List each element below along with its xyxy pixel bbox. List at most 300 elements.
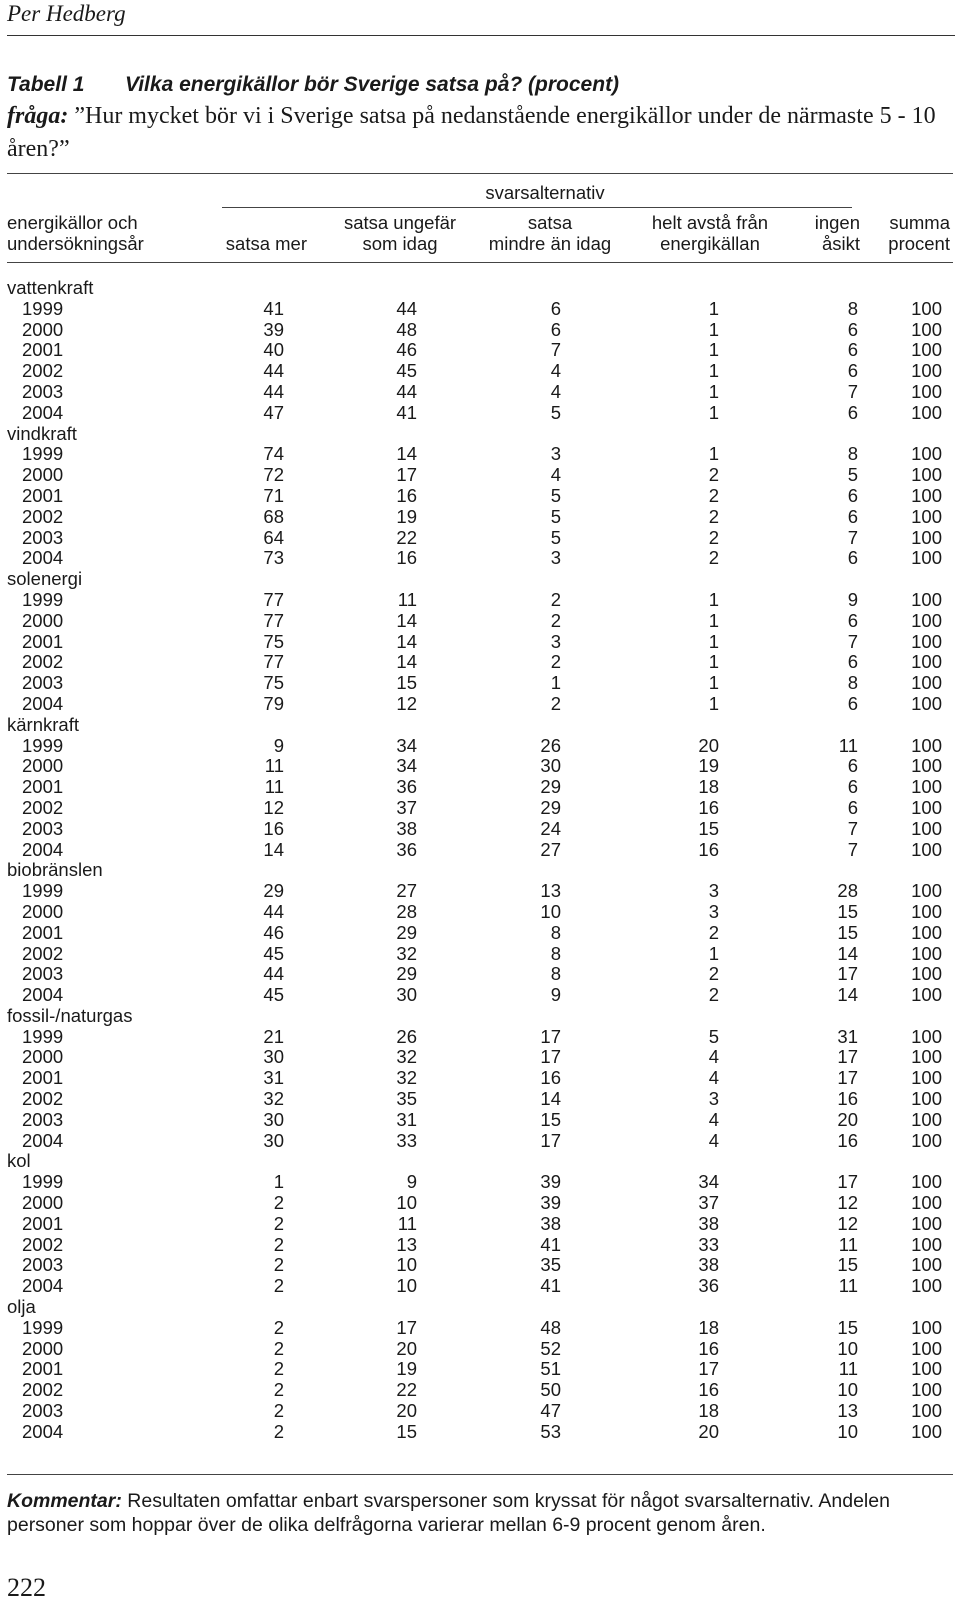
value-cell: 37 bbox=[396, 796, 417, 818]
value-cell: 35 bbox=[396, 1088, 417, 1110]
value-cell: 14 bbox=[263, 838, 284, 860]
value-cell: 51 bbox=[540, 1358, 561, 1380]
value-cell: 3 bbox=[708, 900, 719, 922]
value-cell: 50 bbox=[540, 1379, 561, 1401]
value-cell: 44 bbox=[396, 297, 417, 319]
value-cell: 2 bbox=[708, 484, 719, 506]
table-row bbox=[7, 1131, 957, 1152]
table-row bbox=[7, 923, 957, 944]
value-cell: 100 bbox=[911, 963, 942, 985]
value-cell: 8 bbox=[847, 443, 858, 465]
year-cell: 2000 bbox=[22, 464, 64, 486]
value-cell: 1 bbox=[708, 380, 719, 402]
value-cell: 100 bbox=[911, 1046, 942, 1068]
value-cell: 14 bbox=[396, 609, 417, 631]
value-cell: 100 bbox=[911, 817, 942, 839]
value-cell: 2 bbox=[550, 651, 561, 673]
table-row bbox=[7, 1359, 957, 1380]
value-cell: 48 bbox=[540, 1316, 561, 1338]
value-cell: 100 bbox=[911, 1129, 942, 1151]
value-cell: 100 bbox=[911, 380, 942, 402]
value-cell: 5 bbox=[550, 484, 561, 506]
energy-source-label: kol bbox=[7, 1150, 31, 1172]
table-row bbox=[7, 1255, 957, 1276]
column-header-satsa-mer bbox=[197, 212, 307, 254]
value-cell: 31 bbox=[837, 1025, 858, 1047]
value-cell: 47 bbox=[263, 401, 284, 423]
table-group-row bbox=[7, 424, 957, 445]
value-cell: 3 bbox=[708, 880, 719, 902]
value-cell: 100 bbox=[911, 505, 942, 527]
value-cell: 15 bbox=[837, 921, 858, 943]
value-cell: 32 bbox=[263, 1088, 284, 1110]
value-cell: 100 bbox=[911, 443, 942, 465]
energy-source-label: biobränslen bbox=[7, 859, 103, 881]
value-cell: 17 bbox=[837, 1046, 858, 1068]
value-cell: 73 bbox=[263, 547, 284, 569]
table-row bbox=[7, 611, 957, 632]
value-cell: 2 bbox=[273, 1358, 284, 1380]
value-cell: 100 bbox=[911, 1025, 942, 1047]
column-header-line2: energikällan bbox=[660, 233, 760, 254]
energy-source-label: solenergi bbox=[7, 568, 83, 590]
value-cell: 34 bbox=[698, 1171, 719, 1193]
year-cell: 2001 bbox=[22, 630, 64, 652]
table-row bbox=[7, 507, 957, 528]
value-cell: 100 bbox=[911, 755, 942, 777]
year-cell: 2002 bbox=[22, 505, 64, 527]
year-cell: 2003 bbox=[22, 526, 64, 548]
value-cell: 11 bbox=[838, 1358, 858, 1380]
year-cell: 2003 bbox=[22, 963, 64, 985]
table-top-rule bbox=[7, 173, 953, 174]
year-cell: 2000 bbox=[22, 900, 64, 922]
table-row bbox=[7, 1339, 957, 1360]
value-cell: 17 bbox=[698, 1358, 719, 1380]
value-cell: 39 bbox=[540, 1192, 561, 1214]
value-cell: 5 bbox=[550, 526, 561, 548]
year-cell: 2000 bbox=[22, 1192, 64, 1214]
value-cell: 19 bbox=[396, 1358, 417, 1380]
table-row bbox=[7, 299, 957, 320]
table-row bbox=[7, 1235, 957, 1256]
value-cell: 35 bbox=[540, 1254, 561, 1276]
value-cell: 74 bbox=[263, 443, 284, 465]
year-cell: 2004 bbox=[22, 838, 64, 860]
value-cell: 53 bbox=[540, 1420, 561, 1442]
value-cell: 36 bbox=[396, 838, 417, 860]
value-cell: 100 bbox=[911, 1088, 942, 1110]
survey-question bbox=[7, 100, 957, 166]
value-cell: 15 bbox=[698, 817, 719, 839]
year-cell: 2002 bbox=[22, 1088, 64, 1110]
value-cell: 1 bbox=[708, 588, 719, 610]
value-cell: 2 bbox=[273, 1254, 284, 1276]
table-row bbox=[7, 1380, 957, 1401]
value-cell: 1 bbox=[708, 609, 719, 631]
value-cell: 17 bbox=[837, 1171, 858, 1193]
value-cell: 10 bbox=[540, 900, 561, 922]
value-cell: 6 bbox=[847, 776, 858, 798]
value-cell: 11 bbox=[397, 588, 417, 610]
value-cell: 10 bbox=[837, 1379, 858, 1401]
table-row bbox=[7, 819, 957, 840]
value-cell: 44 bbox=[263, 900, 284, 922]
table-row bbox=[7, 382, 957, 403]
page-number: 222 bbox=[7, 1573, 46, 1602]
value-cell: 45 bbox=[263, 984, 284, 1006]
value-cell: 19 bbox=[396, 505, 417, 527]
value-cell: 7 bbox=[847, 838, 858, 860]
value-cell: 2 bbox=[273, 1275, 284, 1297]
year-cell: 2002 bbox=[22, 1233, 64, 1255]
value-cell: 22 bbox=[396, 526, 417, 548]
value-cell: 1 bbox=[708, 630, 719, 652]
table-row bbox=[7, 652, 957, 673]
value-cell: 100 bbox=[911, 692, 942, 714]
question-label: fråga: bbox=[7, 103, 69, 129]
table-group-row bbox=[7, 1151, 957, 1172]
value-cell: 100 bbox=[911, 609, 942, 631]
energy-source-label: olja bbox=[7, 1296, 36, 1318]
year-cell: 1999 bbox=[22, 1171, 64, 1193]
value-cell: 12 bbox=[396, 692, 417, 714]
value-cell: 11 bbox=[397, 1212, 417, 1234]
value-cell: 18 bbox=[698, 1400, 719, 1422]
value-cell: 100 bbox=[911, 651, 942, 673]
value-cell: 2 bbox=[273, 1379, 284, 1401]
value-cell: 6 bbox=[847, 609, 858, 631]
table-row bbox=[7, 1068, 957, 1089]
value-cell: 28 bbox=[837, 880, 858, 902]
value-cell: 18 bbox=[698, 1316, 719, 1338]
table-group-row bbox=[7, 278, 957, 299]
value-cell: 13 bbox=[396, 1233, 417, 1255]
value-cell: 31 bbox=[263, 1067, 284, 1089]
year-cell: 2000 bbox=[22, 1046, 64, 1068]
value-cell: 100 bbox=[911, 547, 942, 569]
year-cell: 2000 bbox=[22, 1337, 64, 1359]
year-cell: 2001 bbox=[22, 484, 64, 506]
column-header-line1: satsa ungefär bbox=[343, 212, 457, 233]
value-cell: 44 bbox=[263, 360, 284, 382]
value-cell: 4 bbox=[550, 464, 561, 486]
value-cell: 17 bbox=[540, 1025, 561, 1047]
header-divider bbox=[7, 35, 955, 36]
value-cell: 71 bbox=[263, 484, 284, 506]
value-cell: 2 bbox=[550, 609, 561, 631]
value-cell: 29 bbox=[396, 921, 417, 943]
year-cell: 1999 bbox=[22, 297, 64, 319]
comment-text: Resultaten omfattar enbart svarspersoner som kryssat för något svarsalternativ. Andelen personer som hoppar över de olika delfrågorna varierar mellan 6-9 procent genom åren. bbox=[7, 1490, 890, 1536]
energy-source-label: kärnkraft bbox=[7, 713, 79, 735]
value-cell: 17 bbox=[396, 464, 417, 486]
year-cell: 2004 bbox=[22, 1420, 64, 1442]
value-cell: 1 bbox=[708, 672, 719, 694]
value-cell: 72 bbox=[263, 464, 284, 486]
value-cell: 2 bbox=[708, 526, 719, 548]
column-header-line1: ingen bbox=[814, 212, 860, 233]
value-cell: 28 bbox=[396, 900, 417, 922]
value-cell: 77 bbox=[263, 609, 284, 631]
year-cell: 2001 bbox=[22, 1358, 64, 1380]
value-cell: 100 bbox=[911, 1358, 942, 1380]
table-row bbox=[7, 944, 957, 965]
data-table-body bbox=[7, 278, 957, 1443]
value-cell: 77 bbox=[263, 588, 284, 610]
table-row bbox=[7, 1047, 957, 1068]
year-cell: 2004 bbox=[22, 1275, 64, 1297]
value-cell: 27 bbox=[396, 880, 417, 902]
value-cell: 1 bbox=[708, 297, 719, 319]
value-cell: 20 bbox=[698, 734, 719, 756]
column-header-satsa-ungefar bbox=[325, 212, 475, 254]
value-cell: 40 bbox=[263, 339, 284, 361]
header-bottom-rule bbox=[7, 262, 953, 263]
value-cell: 10 bbox=[837, 1337, 858, 1359]
value-cell: 100 bbox=[911, 484, 942, 506]
year-cell: 2002 bbox=[22, 651, 64, 673]
table-row bbox=[7, 340, 957, 361]
value-cell: 14 bbox=[396, 630, 417, 652]
column-header-line2: procent bbox=[888, 233, 950, 254]
value-cell: 3 bbox=[550, 630, 561, 652]
value-cell: 20 bbox=[396, 1337, 417, 1359]
value-cell: 100 bbox=[911, 526, 942, 548]
value-cell: 100 bbox=[911, 1233, 942, 1255]
table-title bbox=[7, 70, 957, 100]
table-row bbox=[7, 694, 957, 715]
value-cell: 64 bbox=[263, 526, 284, 548]
table-row bbox=[7, 403, 957, 424]
table-row bbox=[7, 1027, 957, 1048]
value-cell: 16 bbox=[698, 796, 719, 818]
value-cell: 32 bbox=[396, 1046, 417, 1068]
value-cell: 100 bbox=[911, 401, 942, 423]
value-cell: 9 bbox=[550, 984, 561, 1006]
value-cell: 1 bbox=[708, 360, 719, 382]
value-cell: 15 bbox=[540, 1108, 561, 1130]
question-text: ”Hur mycket bör vi i Sverige satsa på nedanstående energikällor under de närmaste 5 - 10 åren?” bbox=[7, 103, 936, 162]
value-cell: 2 bbox=[273, 1316, 284, 1338]
value-cell: 100 bbox=[911, 1275, 942, 1297]
value-cell: 100 bbox=[911, 1192, 942, 1214]
value-cell: 2 bbox=[708, 547, 719, 569]
running-head: Per Hedberg bbox=[7, 1, 126, 26]
header-spanner: svarsalternativ bbox=[485, 182, 605, 203]
value-cell: 30 bbox=[263, 1129, 284, 1151]
value-cell: 30 bbox=[396, 984, 417, 1006]
value-cell: 100 bbox=[911, 1316, 942, 1338]
value-cell: 36 bbox=[396, 776, 417, 798]
value-cell: 100 bbox=[911, 984, 942, 1006]
year-cell: 2003 bbox=[22, 817, 64, 839]
value-cell: 2 bbox=[273, 1337, 284, 1359]
value-cell: 10 bbox=[396, 1254, 417, 1276]
year-cell: 2003 bbox=[22, 380, 64, 402]
value-cell: 13 bbox=[540, 880, 561, 902]
value-cell: 48 bbox=[396, 318, 417, 340]
table-row bbox=[7, 465, 957, 486]
value-cell: 1 bbox=[550, 672, 561, 694]
value-cell: 29 bbox=[263, 880, 284, 902]
column-header-ingen-asikt bbox=[780, 212, 860, 254]
value-cell: 52 bbox=[540, 1337, 561, 1359]
table-caption bbox=[7, 70, 957, 166]
value-cell: 16 bbox=[837, 1129, 858, 1151]
table-row bbox=[7, 736, 957, 757]
value-cell: 21 bbox=[263, 1025, 284, 1047]
value-cell: 100 bbox=[911, 630, 942, 652]
value-cell: 6 bbox=[847, 692, 858, 714]
table-row bbox=[7, 985, 957, 1006]
value-cell: 10 bbox=[396, 1275, 417, 1297]
value-cell: 19 bbox=[698, 755, 719, 777]
value-cell: 22 bbox=[396, 1379, 417, 1401]
value-cell: 100 bbox=[911, 776, 942, 798]
value-cell: 44 bbox=[263, 380, 284, 402]
value-cell: 11 bbox=[264, 755, 284, 777]
value-cell: 100 bbox=[911, 1400, 942, 1422]
value-cell: 18 bbox=[698, 776, 719, 798]
table-title-text: Vilka energikällor bör Sverige satsa på? (procent) bbox=[125, 73, 620, 96]
value-cell: 10 bbox=[837, 1420, 858, 1442]
year-cell: 1999 bbox=[22, 1316, 64, 1338]
value-cell: 100 bbox=[911, 796, 942, 818]
value-cell: 6 bbox=[550, 297, 561, 319]
table-row bbox=[7, 1318, 957, 1339]
table-group-row bbox=[7, 1006, 957, 1027]
value-cell: 1 bbox=[708, 443, 719, 465]
value-cell: 38 bbox=[396, 817, 417, 839]
table-row bbox=[7, 840, 957, 861]
value-cell: 100 bbox=[911, 297, 942, 319]
value-cell: 6 bbox=[847, 318, 858, 340]
value-cell: 11 bbox=[838, 1233, 858, 1255]
value-cell: 39 bbox=[540, 1171, 561, 1193]
value-cell: 37 bbox=[698, 1192, 719, 1214]
value-cell: 5 bbox=[847, 464, 858, 486]
value-cell: 100 bbox=[911, 1171, 942, 1193]
value-cell: 16 bbox=[396, 547, 417, 569]
value-cell: 41 bbox=[540, 1233, 561, 1255]
value-cell: 16 bbox=[837, 1088, 858, 1110]
year-cell: 2002 bbox=[22, 942, 64, 964]
value-cell: 100 bbox=[911, 1420, 942, 1442]
value-cell: 29 bbox=[540, 796, 561, 818]
value-cell: 2 bbox=[273, 1420, 284, 1442]
year-cell: 2001 bbox=[22, 921, 64, 943]
value-cell: 8 bbox=[847, 297, 858, 319]
table-row bbox=[7, 798, 957, 819]
value-cell: 100 bbox=[911, 1379, 942, 1401]
table-row bbox=[7, 361, 957, 382]
value-cell: 1 bbox=[708, 339, 719, 361]
value-cell: 11 bbox=[838, 1275, 858, 1297]
value-cell: 100 bbox=[911, 339, 942, 361]
table-row bbox=[7, 756, 957, 777]
value-cell: 47 bbox=[540, 1400, 561, 1422]
value-cell: 10 bbox=[396, 1192, 417, 1214]
value-cell: 5 bbox=[550, 401, 561, 423]
year-cell: 2002 bbox=[22, 360, 64, 382]
value-cell: 1 bbox=[708, 692, 719, 714]
year-cell: 2004 bbox=[22, 984, 64, 1006]
value-cell: 68 bbox=[263, 505, 284, 527]
value-cell: 100 bbox=[911, 734, 942, 756]
value-cell: 6 bbox=[847, 547, 858, 569]
value-cell: 32 bbox=[396, 1067, 417, 1089]
table-row bbox=[7, 1172, 957, 1193]
value-cell: 6 bbox=[847, 755, 858, 777]
value-cell: 6 bbox=[550, 318, 561, 340]
value-cell: 17 bbox=[540, 1046, 561, 1068]
value-cell: 41 bbox=[396, 401, 417, 423]
value-cell: 100 bbox=[911, 1067, 942, 1089]
value-cell: 15 bbox=[396, 672, 417, 694]
value-cell: 77 bbox=[263, 651, 284, 673]
value-cell: 4 bbox=[708, 1067, 719, 1089]
column-header-line1: satsa bbox=[527, 212, 573, 233]
table-row bbox=[7, 1193, 957, 1214]
value-cell: 20 bbox=[396, 1400, 417, 1422]
value-cell: 38 bbox=[540, 1212, 561, 1234]
value-cell: 100 bbox=[911, 1337, 942, 1359]
value-cell: 16 bbox=[396, 484, 417, 506]
value-cell: 7 bbox=[847, 817, 858, 839]
column-header-line1: summa bbox=[889, 212, 950, 233]
value-cell: 2 bbox=[708, 505, 719, 527]
table-row bbox=[7, 1214, 957, 1235]
value-cell: 8 bbox=[550, 963, 561, 985]
value-cell: 2 bbox=[273, 1400, 284, 1422]
value-cell: 2 bbox=[273, 1233, 284, 1255]
value-cell: 46 bbox=[396, 339, 417, 361]
column-header-line2: åsikt bbox=[821, 233, 860, 254]
value-cell: 17 bbox=[540, 1129, 561, 1151]
value-cell: 2 bbox=[708, 921, 719, 943]
table-row bbox=[7, 902, 957, 923]
value-cell: 41 bbox=[263, 297, 284, 319]
table-row bbox=[7, 1276, 957, 1297]
value-cell: 100 bbox=[911, 1212, 942, 1234]
value-cell: 3 bbox=[708, 1088, 719, 1110]
table-row bbox=[7, 590, 957, 611]
year-cell: 2003 bbox=[22, 1254, 64, 1276]
value-cell: 79 bbox=[263, 692, 284, 714]
value-cell: 75 bbox=[263, 672, 284, 694]
year-cell: 1999 bbox=[22, 734, 64, 756]
value-cell: 2 bbox=[708, 464, 719, 486]
table-row bbox=[7, 964, 957, 985]
table-comment bbox=[7, 1489, 957, 1537]
value-cell: 11 bbox=[838, 734, 858, 756]
value-cell: 6 bbox=[847, 360, 858, 382]
value-cell: 100 bbox=[911, 900, 942, 922]
value-cell: 1 bbox=[273, 1171, 284, 1193]
table-row bbox=[7, 632, 957, 653]
table-row bbox=[7, 444, 957, 465]
value-cell: 31 bbox=[396, 1108, 417, 1130]
year-cell: 2000 bbox=[22, 609, 64, 631]
value-cell: 12 bbox=[263, 796, 284, 818]
year-cell: 2000 bbox=[22, 755, 64, 777]
value-cell: 17 bbox=[396, 1316, 417, 1338]
value-cell: 2 bbox=[708, 963, 719, 985]
value-cell: 46 bbox=[263, 921, 284, 943]
value-cell: 14 bbox=[837, 984, 858, 1006]
column-header-summa bbox=[862, 212, 950, 254]
